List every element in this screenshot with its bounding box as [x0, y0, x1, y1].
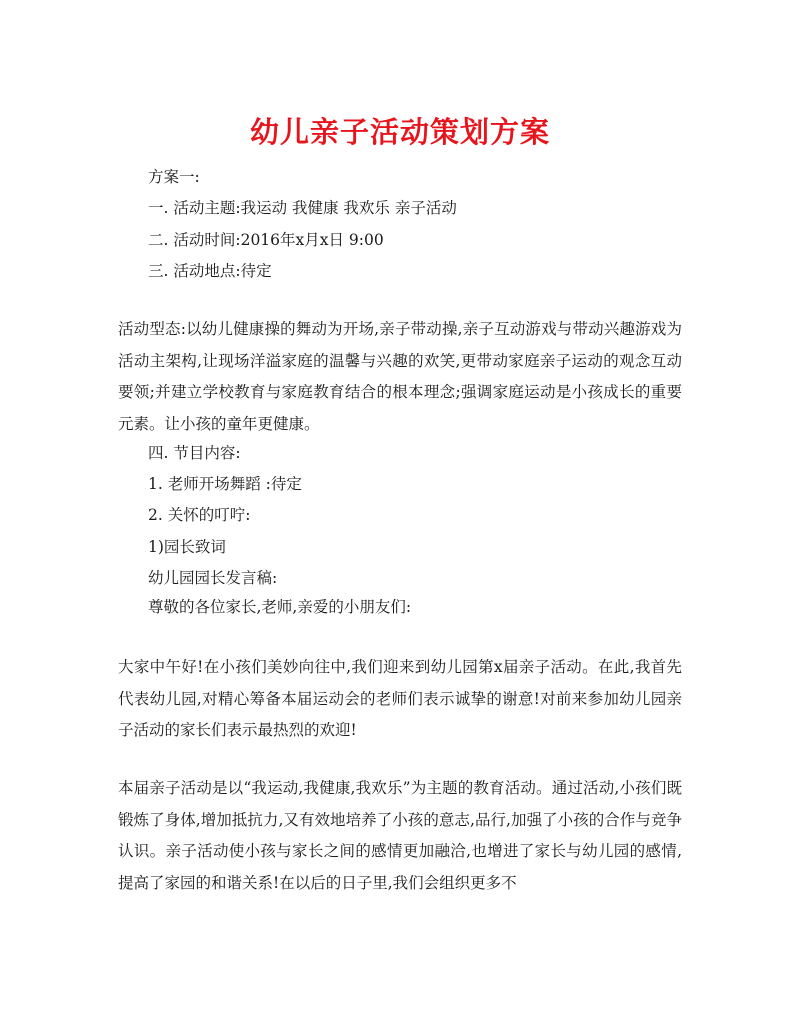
document-title: 幼儿亲子活动策划方案: [249, 115, 550, 149]
theme-paragraph: 本届亲子活动是以“我运动,我健康,我欢乐”为主题的教育活动。通过活动,小孩们既锻炼了身体,增加抵抗力,又有效地培养了小孩的意志,品行,加强了小孩的合作与竞争认识。亲子活动使小孩与家长之间的感情更加融洽,也增进了家长与幼儿园的感情,提高了家园的和谐关系!在以后的日子里,我们会组织更多不: [118, 779, 682, 892]
speech-greeting: 尊敬的各位家长,老师,亲爱的小朋友们:: [148, 598, 412, 616]
speech-title: 幼儿园园长发言稿:: [148, 569, 278, 587]
activity-theme-item: 一. 活动主题:我运动 我健康 我欢乐 亲子活动: [148, 199, 457, 217]
program-content-item: 四. 节目内容:: [148, 444, 241, 462]
activity-time-item: 二. 活动时间:2016年x月x日 9:00: [148, 231, 384, 249]
plan-label: 方案一:: [148, 168, 200, 186]
care-reminder-subitem: 2. 关怀的叮咛:: [148, 506, 251, 524]
activity-type-paragraph: 活动型态:以幼儿健康操的舞动为开场,亲子带动操,亲子互动游戏与带动兴趣游戏为活动主架构,让现场洋溢家庭的温馨与兴趣的欢笑,更带动家庭亲子运动的观念互动要领;并建立学校教育与家庭教育结合的根本理念;强调家庭运动是小孩成长的重要元素。让小孩的童年更健康。: [118, 320, 682, 433]
welcome-paragraph: 大家中午好!在小孩们美妙向往中,我们迎来到幼儿园第x届亲子活动。在此,我首先代表幼儿园,对精心筹备本届运动会的老师们表示诚挚的谢意!对前来参加幼儿园亲子活动的家长们表示最热烈的欢迎!: [118, 658, 682, 739]
teacher-dance-subitem: 1. 老师开场舞蹈 :待定: [148, 475, 302, 493]
principal-speech-subitem: 1)园长致词: [148, 538, 226, 556]
activity-location-item: 三. 活动地点:待定: [148, 262, 272, 280]
